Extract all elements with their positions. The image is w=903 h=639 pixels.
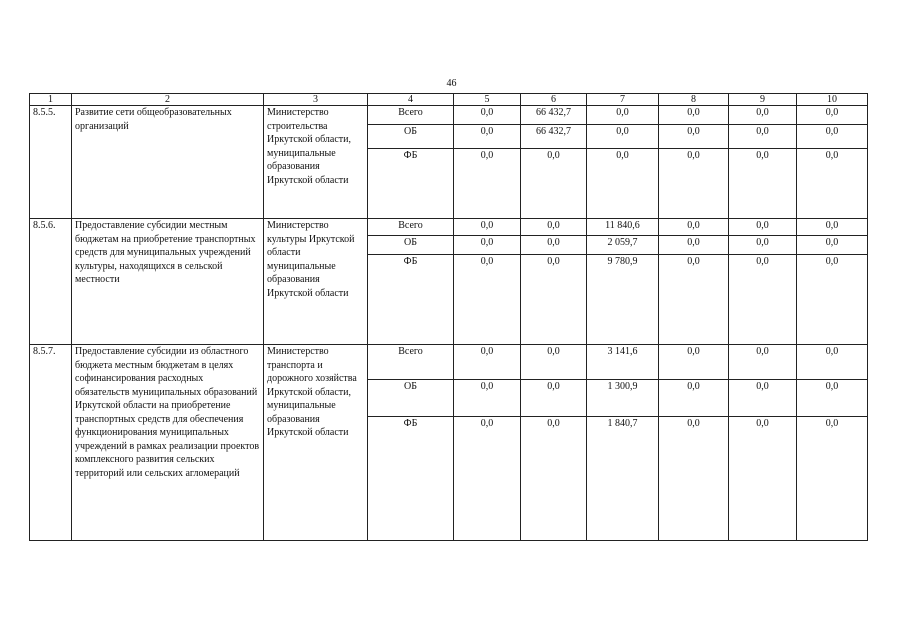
value-cell: 11 840,6 <box>587 219 659 236</box>
value-cell: 0,0 <box>659 345 729 380</box>
table-row <box>30 345 868 380</box>
value-cell: 0,0 <box>454 380 521 417</box>
value-cell: 0,0 <box>454 417 521 541</box>
value-cell: 66 432,7 <box>521 106 587 125</box>
table-row <box>30 219 868 236</box>
funding-type: Всего <box>368 219 454 236</box>
funding-type: ФБ <box>368 255 454 345</box>
row-executor: Министерство строительства Иркутской области, муниципальные образования Иркутской области <box>264 106 368 219</box>
funding-type: ОБ <box>368 125 454 149</box>
value-cell: 0,0 <box>729 219 797 236</box>
value-cell: 0,0 <box>797 255 868 345</box>
value-cell: 0,0 <box>521 345 587 380</box>
value-cell: 0,0 <box>659 255 729 345</box>
value-cell: 0,0 <box>587 149 659 219</box>
value-cell: 0,0 <box>659 219 729 236</box>
value-cell: 0,0 <box>729 125 797 149</box>
value-cell: 0,0 <box>729 236 797 255</box>
value-cell: 2 059,7 <box>587 236 659 255</box>
col-header: 3 <box>264 94 368 106</box>
value-cell: 9 780,9 <box>587 255 659 345</box>
value-cell: 0,0 <box>454 219 521 236</box>
value-cell: 0,0 <box>454 345 521 380</box>
value-cell: 0,0 <box>659 380 729 417</box>
value-cell: 0,0 <box>729 417 797 541</box>
value-cell: 0,0 <box>797 219 868 236</box>
row-name: Предоставление субсидии местным бюджетам на приобретение транспортных средств для муниципальных учреждений культуры, находящихся в сельской местности <box>72 219 264 345</box>
value-cell: 0,0 <box>521 255 587 345</box>
row-executor: Министерство культуры Иркутской области муниципальные образования Иркутской области <box>264 219 368 345</box>
col-header: 6 <box>521 94 587 106</box>
value-cell: 0,0 <box>521 380 587 417</box>
value-cell: 66 432,7 <box>521 125 587 149</box>
row-executor: Министерство транспорта и дорожного хозяйства Иркутской области, муниципальные образования Иркутской области <box>264 345 368 541</box>
funding-type: ОБ <box>368 236 454 255</box>
value-cell: 0,0 <box>659 149 729 219</box>
value-cell: 0,0 <box>729 380 797 417</box>
value-cell: 0,0 <box>729 106 797 125</box>
value-cell: 0,0 <box>521 149 587 219</box>
value-cell: 0,0 <box>659 125 729 149</box>
value-cell: 0,0 <box>797 345 868 380</box>
value-cell: 3 141,6 <box>587 345 659 380</box>
value-cell: 0,0 <box>729 255 797 345</box>
page-number: 46 <box>446 78 457 89</box>
funding-type: ОБ <box>368 380 454 417</box>
budget-table <box>29 93 868 541</box>
col-header: 9 <box>729 94 797 106</box>
col-header: 7 <box>587 94 659 106</box>
value-cell: 1 300,9 <box>587 380 659 417</box>
value-cell: 0,0 <box>587 106 659 125</box>
value-cell: 0,0 <box>729 345 797 380</box>
col-header: 4 <box>368 94 454 106</box>
value-cell: 0,0 <box>659 106 729 125</box>
value-cell: 0,0 <box>454 236 521 255</box>
table-row <box>30 106 868 125</box>
value-cell: 0,0 <box>521 417 587 541</box>
row-code: 8.5.6. <box>30 219 72 345</box>
value-cell: 0,0 <box>729 149 797 219</box>
value-cell: 0,0 <box>797 106 868 125</box>
value-cell: 0,0 <box>454 149 521 219</box>
value-cell: 0,0 <box>454 125 521 149</box>
col-header: 8 <box>659 94 729 106</box>
col-header: 10 <box>797 94 868 106</box>
col-header: 2 <box>72 94 264 106</box>
value-cell: 0,0 <box>454 106 521 125</box>
value-cell: 0,0 <box>797 417 868 541</box>
funding-type: ФБ <box>368 417 454 541</box>
value-cell: 0,0 <box>797 380 868 417</box>
col-header: 5 <box>454 94 521 106</box>
value-cell: 0,0 <box>521 236 587 255</box>
funding-type: Всего <box>368 106 454 125</box>
col-header: 1 <box>30 94 72 106</box>
value-cell: 0,0 <box>659 417 729 541</box>
row-name: Развитие сети общеобразовательных организаций <box>72 106 264 219</box>
value-cell: 0,0 <box>797 149 868 219</box>
funding-type: ФБ <box>368 149 454 219</box>
row-name: Предоставление субсидии из областного бюджета местным бюджетам в целях софинансирования расходных обязательств муниципальных образований Иркутской области на приобретение транспортных средств для обеспечения функционирования муниципальных учреждений в рамках реализации проектов комплексного развития сельских территорий или сельских агломераций <box>72 345 264 541</box>
value-cell: 0,0 <box>587 125 659 149</box>
value-cell: 0,0 <box>454 255 521 345</box>
value-cell: 0,0 <box>797 236 868 255</box>
column-numbers-row <box>30 94 868 106</box>
value-cell: 0,0 <box>521 219 587 236</box>
funding-type: Всего <box>368 345 454 380</box>
row-code: 8.5.7. <box>30 345 72 541</box>
value-cell: 0,0 <box>659 236 729 255</box>
value-cell: 0,0 <box>797 125 868 149</box>
value-cell: 1 840,7 <box>587 417 659 541</box>
row-code: 8.5.5. <box>30 106 72 219</box>
